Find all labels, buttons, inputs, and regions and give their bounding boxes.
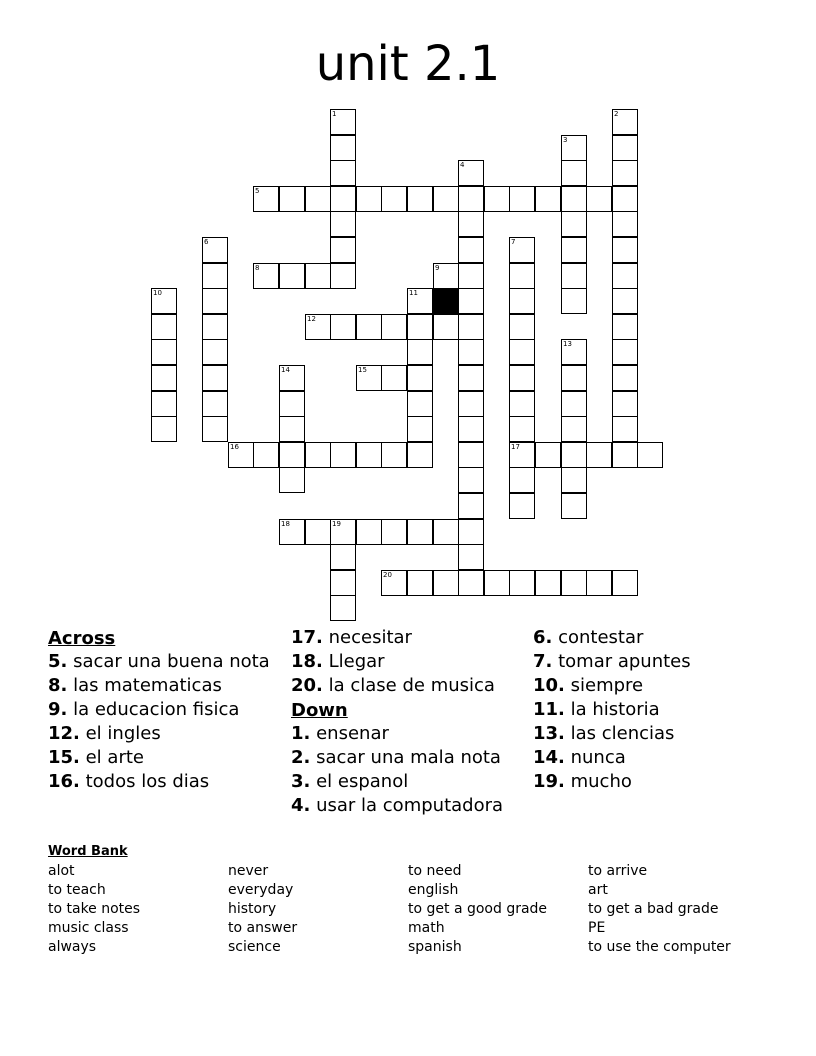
clue-number-label: 17. [291, 627, 323, 648]
word-bank-item: to get a bad grade [588, 901, 719, 917]
word-bank-item: never [228, 863, 269, 879]
crossword-cell[interactable] [612, 237, 638, 263]
clue-column-1 [48, 628, 280, 796]
crossword-cell[interactable] [407, 570, 433, 596]
crossword-cell[interactable] [458, 467, 484, 493]
clue-number: 7 [511, 238, 516, 246]
clue-text: Llegar [322, 651, 385, 672]
word-bank-column [588, 862, 731, 957]
crossword-cell[interactable] [356, 314, 382, 340]
word-bank-item: to get a good grade [408, 901, 548, 917]
crossword-cell[interactable] [433, 263, 459, 289]
crossword-cell[interactable] [509, 186, 535, 212]
word-bank-item: to use the computer [588, 939, 731, 955]
crossword-cell[interactable] [458, 263, 484, 289]
crossword-cell[interactable] [202, 263, 228, 289]
word-bank-item: to need [408, 863, 462, 879]
crossword-cell[interactable] [612, 391, 638, 417]
word-bank-item: history [228, 901, 277, 917]
clue-item [533, 652, 769, 672]
clue-text: la historia [564, 699, 660, 720]
crossword-cell[interactable] [356, 442, 382, 468]
crossword-cell[interactable] [381, 365, 407, 391]
clue-item [291, 724, 527, 744]
clue-number: 20 [383, 571, 392, 579]
crossword-cell[interactable] [433, 570, 459, 596]
clue-number: 19 [332, 520, 341, 528]
clue-number-label: 15. [48, 747, 80, 768]
clue-number-label: 20. [291, 675, 323, 696]
crossword-cell[interactable] [458, 570, 484, 596]
crossword-cell[interactable] [330, 314, 356, 340]
crossword-cell[interactable] [151, 339, 177, 365]
crossword-cell[interactable] [330, 237, 356, 263]
clue-number-label: 10. [533, 675, 565, 696]
crossword-cell[interactable] [279, 467, 305, 493]
clue-number-label: 19. [533, 771, 565, 792]
crossword-cell[interactable] [407, 186, 433, 212]
crossword-cell[interactable] [458, 416, 484, 442]
clue-item [291, 628, 527, 648]
crossword-cell[interactable] [356, 365, 382, 391]
word-bank-item: to arrive [588, 863, 648, 879]
crossword-cell[interactable] [151, 391, 177, 417]
crossword-cell[interactable] [356, 519, 382, 545]
word-bank-item: english [408, 882, 459, 898]
clue-text: contestar [552, 627, 644, 648]
crossword-cell[interactable] [509, 493, 535, 519]
clue-item [48, 772, 280, 792]
crossword-cell[interactable] [612, 416, 638, 442]
word-bank-item: math [408, 920, 445, 936]
crossword-cell[interactable] [330, 544, 356, 570]
crossword-cell[interactable] [253, 442, 279, 468]
crossword-cell[interactable] [407, 442, 433, 468]
clue-text: nunca [564, 747, 626, 768]
crossword-cell[interactable] [305, 442, 331, 468]
word-bank-item: music class [48, 920, 129, 936]
crossword-cell[interactable] [509, 467, 535, 493]
crossword-cell[interactable] [509, 288, 535, 314]
crossword-cell[interactable] [509, 263, 535, 289]
clue-number: 6 [204, 238, 209, 246]
clue-number-label: 6. [533, 627, 553, 648]
clue-text: mucho [564, 771, 632, 792]
crossword-cell[interactable] [561, 288, 587, 314]
word-bank-title: Word Bank [48, 844, 128, 859]
crossword-cell[interactable] [202, 314, 228, 340]
crossword-cell[interactable] [509, 416, 535, 442]
crossword-cell[interactable] [279, 365, 305, 391]
crossword-cell[interactable] [561, 391, 587, 417]
crossword-cell[interactable] [330, 519, 356, 545]
clue-text: tomar apuntes [552, 651, 691, 672]
clue-number: 11 [409, 289, 418, 297]
crossword-cell[interactable] [330, 570, 356, 596]
crossword-cell[interactable] [561, 135, 587, 161]
clue-item [291, 796, 527, 816]
clue-text: el espanol [310, 771, 409, 792]
clue-text: usar la computadora [310, 795, 504, 816]
clue-number-label: 16. [48, 771, 80, 792]
crossword-cell[interactable] [407, 416, 433, 442]
word-bank-item: always [48, 939, 97, 955]
crossword-cell[interactable] [305, 314, 331, 340]
crossword-cell[interactable] [407, 391, 433, 417]
clue-number-label: 13. [533, 723, 565, 744]
clue-item [291, 772, 527, 792]
crossword-cell[interactable] [407, 519, 433, 545]
clue-number-label: 18. [291, 651, 323, 672]
crossword-cell[interactable] [279, 442, 305, 468]
clue-text: el ingles [79, 723, 161, 744]
crossword-cell[interactable] [612, 442, 638, 468]
crossword-cell[interactable] [561, 416, 587, 442]
crossword-cell[interactable] [561, 186, 587, 212]
clue-text: la educacion fisica [67, 699, 240, 720]
clue-text: necesitar [322, 627, 412, 648]
crossword-cell[interactable] [458, 211, 484, 237]
clue-number: 8 [255, 264, 260, 272]
clue-item [48, 700, 280, 720]
crossword-cell[interactable] [305, 519, 331, 545]
crossword-cell[interactable] [561, 442, 587, 468]
crossword-cell[interactable] [586, 570, 612, 596]
crossword-cell[interactable] [509, 442, 535, 468]
crossword-cell[interactable] [407, 339, 433, 365]
clue-text: sacar una mala nota [310, 747, 501, 768]
word-bank-item: to answer [228, 920, 298, 936]
crossword-cell[interactable] [458, 314, 484, 340]
crossword-cell[interactable] [561, 365, 587, 391]
crossword-cell[interactable] [330, 160, 356, 186]
crossword-cell[interactable] [381, 186, 407, 212]
crossword-cell[interactable] [561, 263, 587, 289]
crossword-cell[interactable] [381, 442, 407, 468]
word-bank-item: alot [48, 863, 75, 879]
crossword-cell[interactable] [381, 314, 407, 340]
crossword-cell[interactable] [458, 519, 484, 545]
crossword-cell[interactable] [509, 570, 535, 596]
clue-number-label: 8. [48, 675, 68, 696]
crossword-cell[interactable] [561, 467, 587, 493]
word-bank-item: everyday [228, 882, 294, 898]
clue-text: las clencias [564, 723, 675, 744]
across-heading: Across [48, 628, 116, 649]
clue-number: 18 [281, 520, 290, 528]
clue-number-label: 1. [291, 723, 311, 744]
crossword-cell[interactable] [612, 186, 638, 212]
clue-text: siempre [564, 675, 644, 696]
clue-number: 16 [230, 443, 239, 451]
crossword-cell[interactable] [202, 365, 228, 391]
crossword-cell[interactable] [509, 339, 535, 365]
crossword-cell[interactable] [535, 186, 561, 212]
crossword-cell[interactable] [202, 391, 228, 417]
crossword-cell[interactable] [612, 365, 638, 391]
clue-item [48, 748, 280, 768]
clue-text: ensenar [310, 723, 389, 744]
clue-number: 15 [358, 366, 367, 374]
crossword-cell[interactable] [612, 314, 638, 340]
crossword-cell[interactable] [253, 186, 279, 212]
crossword-cell[interactable] [612, 109, 638, 135]
clue-text: la clase de musica [322, 675, 495, 696]
crossword-cell[interactable] [330, 263, 356, 289]
crossword-cell[interactable] [458, 365, 484, 391]
clue-item [533, 772, 769, 792]
crossword-cell[interactable] [151, 314, 177, 340]
crossword-cell[interactable] [509, 237, 535, 263]
clue-text: sacar una buena nota [67, 651, 270, 672]
clue-item [48, 676, 280, 696]
word-bank-item: art [588, 882, 608, 898]
crossword-cell[interactable] [509, 314, 535, 340]
crossword-cell[interactable] [637, 442, 663, 468]
crossword-cell[interactable] [458, 288, 484, 314]
crossword-cell[interactable] [458, 160, 484, 186]
down-heading: Down [291, 700, 348, 721]
clue-number-label: 9. [48, 699, 68, 720]
clue-number: 17 [511, 443, 520, 451]
crossword-cell[interactable] [561, 339, 587, 365]
crossword-cell[interactable] [458, 186, 484, 212]
crossword-cell[interactable] [458, 442, 484, 468]
crossword-cell[interactable] [202, 416, 228, 442]
crossword-cell[interactable] [279, 416, 305, 442]
crossword-cell[interactable] [407, 288, 433, 314]
crossword-cell[interactable] [279, 186, 305, 212]
clue-item [533, 700, 769, 720]
clue-number-label: 11. [533, 699, 565, 720]
crossword-cell[interactable] [433, 186, 459, 212]
page-title: unit 2.1 [315, 36, 501, 92]
clue-number-label: 12. [48, 723, 80, 744]
crossword-cell[interactable] [381, 519, 407, 545]
clue-number: 9 [435, 264, 440, 272]
crossword-cell[interactable] [228, 442, 254, 468]
crossword-cell[interactable] [612, 135, 638, 161]
crossword-cell[interactable] [330, 109, 356, 135]
word-bank-column [408, 862, 547, 957]
crossword-cell[interactable] [433, 519, 459, 545]
crossword-cell[interactable] [407, 365, 433, 391]
clue-number-label: 7. [533, 651, 553, 672]
crossword-cell[interactable] [305, 186, 331, 212]
crossword-cell[interactable] [561, 237, 587, 263]
crossword-cell[interactable] [202, 288, 228, 314]
clue-number: 13 [563, 340, 572, 348]
word-bank-item: to take notes [48, 901, 141, 917]
word-bank-column [48, 862, 140, 957]
crossword-cell[interactable] [330, 186, 356, 212]
clue-column-2 [291, 628, 527, 820]
clue-text: todos los dias [79, 771, 210, 792]
crossword-cell[interactable] [458, 237, 484, 263]
crossword-cell[interactable] [458, 339, 484, 365]
crossword-cell[interactable] [509, 391, 535, 417]
clue-number-label: 2. [291, 747, 311, 768]
clue-number-label: 14. [533, 747, 565, 768]
crossword-cell[interactable] [202, 339, 228, 365]
clue-item [533, 628, 769, 648]
clue-item [533, 676, 769, 696]
crossword-cell[interactable] [561, 493, 587, 519]
black-square [433, 288, 459, 314]
clue-text: las matematicas [67, 675, 222, 696]
crossword-cell[interactable] [458, 391, 484, 417]
clue-number: 5 [255, 187, 260, 195]
clue-text: el arte [79, 747, 144, 768]
clue-number-label: 4. [291, 795, 311, 816]
crossword-cell[interactable] [305, 263, 331, 289]
crossword-cell[interactable] [612, 263, 638, 289]
crossword-cell[interactable] [407, 314, 433, 340]
crossword-cell[interactable] [612, 570, 638, 596]
clue-item [48, 652, 280, 672]
clue-item [533, 724, 769, 744]
crossword-cell[interactable] [330, 595, 356, 621]
clue-column-3 [533, 628, 769, 796]
clue-item [291, 748, 527, 768]
crossword-cell[interactable] [356, 186, 382, 212]
crossword-cell[interactable] [458, 493, 484, 519]
crossword-cell[interactable] [330, 211, 356, 237]
crossword-cell[interactable] [612, 160, 638, 186]
crossword-cell[interactable] [151, 288, 177, 314]
clue-number-label: 5. [48, 651, 68, 672]
clue-number: 4 [460, 161, 465, 169]
crossword-cell[interactable] [561, 160, 587, 186]
clue-item [48, 724, 280, 744]
crossword-cell[interactable] [561, 570, 587, 596]
word-bank-item: science [228, 939, 281, 955]
crossword-cell[interactable] [612, 211, 638, 237]
crossword-cell[interactable] [484, 186, 510, 212]
crossword-cell[interactable] [330, 135, 356, 161]
crossword-cell[interactable] [458, 544, 484, 570]
crossword-cell[interactable] [612, 288, 638, 314]
clue-number: 2 [614, 110, 619, 118]
crossword-cell[interactable] [253, 263, 279, 289]
word-bank-item: spanish [408, 939, 462, 955]
word-bank-item: PE [588, 920, 606, 936]
clue-number: 14 [281, 366, 290, 374]
clue-number: 12 [307, 315, 316, 323]
clue-number: 3 [563, 136, 568, 144]
crossword-cell[interactable] [535, 442, 561, 468]
crossword-cell[interactable] [433, 314, 459, 340]
crossword-cell[interactable] [151, 365, 177, 391]
crossword-cell[interactable] [586, 442, 612, 468]
crossword-cell[interactable] [279, 391, 305, 417]
clue-number: 1 [332, 110, 337, 118]
crossword-cell[interactable] [279, 263, 305, 289]
clue-number-label: 3. [291, 771, 311, 792]
word-bank-item: to teach [48, 882, 106, 898]
clue-item [291, 676, 527, 696]
crossword-cell[interactable] [151, 416, 177, 442]
crossword-cell[interactable] [381, 570, 407, 596]
clue-number: 10 [153, 289, 162, 297]
crossword-cell[interactable] [279, 519, 305, 545]
crossword-cell[interactable] [561, 211, 587, 237]
crossword-cell[interactable] [202, 237, 228, 263]
crossword-cell[interactable] [509, 365, 535, 391]
crossword-cell[interactable] [612, 339, 638, 365]
clue-item [291, 652, 527, 672]
crossword-cell[interactable] [586, 186, 612, 212]
crossword-cell[interactable] [330, 442, 356, 468]
word-bank-column [228, 862, 297, 957]
crossword-cell[interactable] [535, 570, 561, 596]
clue-item [533, 748, 769, 768]
crossword-cell[interactable] [484, 570, 510, 596]
